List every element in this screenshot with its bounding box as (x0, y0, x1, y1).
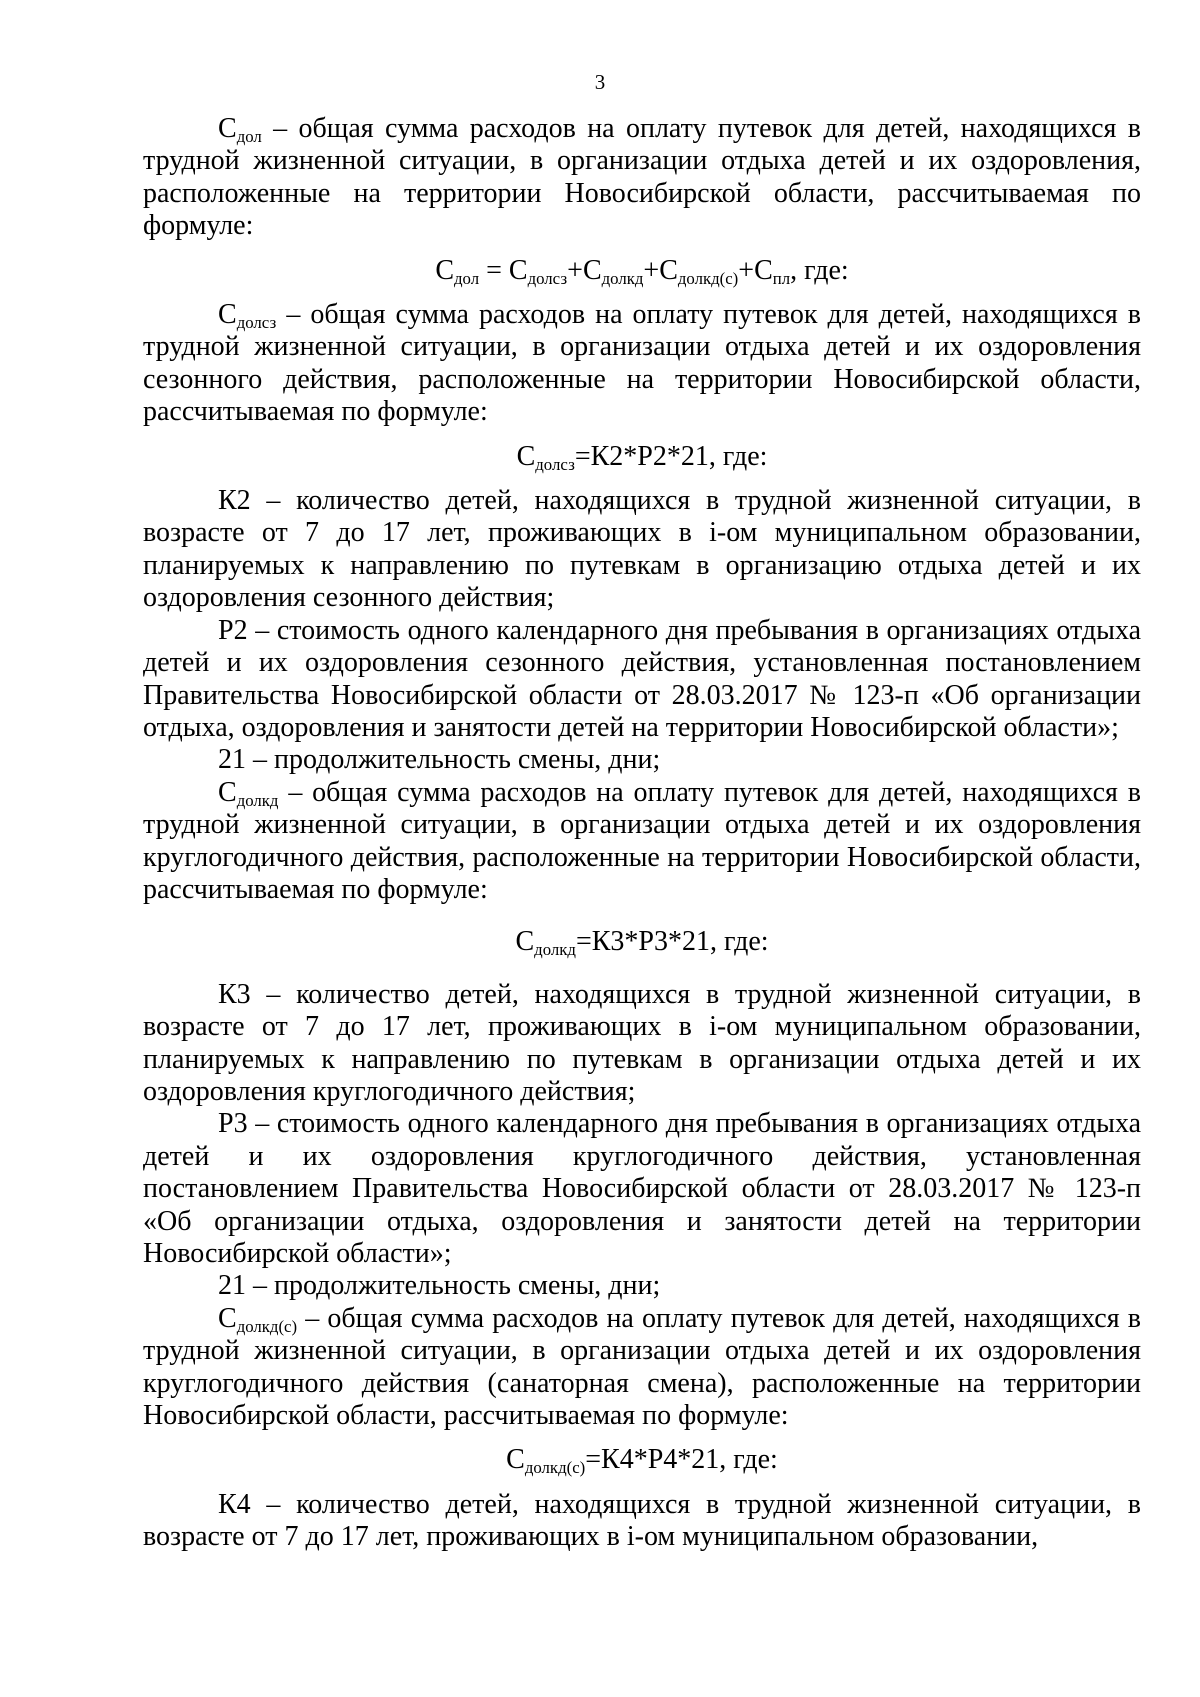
paragraph-text: Р2 – стоимость одного календарного дня пребывания в организациях отдыха детей и их оздоровления сезонного действия, установленная постановлением Правительства Новосибирской области от 28.03.2017 № 123-п «Об организации отдыха, оздоровления и занятости детей на территории Новосибирской области»; (143, 614, 1141, 743)
formula-subscript: долкд(с) (524, 1458, 586, 1478)
formula-sdol (143, 255, 1141, 287)
formula-text: +С (567, 254, 602, 286)
formula-text: =К2*Р2*21, где: (574, 440, 768, 472)
paragraph (143, 1303, 1141, 1433)
paragraph (143, 1270, 1141, 1302)
formula-text: =К4*Р4*21, где: (585, 1444, 778, 1476)
paragraph (143, 113, 1141, 243)
term-subscript: дол (236, 127, 262, 147)
formula-text: =К3*Р3*21, где: (575, 926, 769, 958)
formula-subscript: долкд(с) (677, 268, 739, 288)
term-subscript: долсз (236, 313, 277, 333)
page-number: 3 (594, 70, 606, 94)
formula-subscript: долкд (534, 940, 576, 960)
paragraph (143, 744, 1141, 776)
paragraph-text: Р3 – стоимость одного календарного дня пребывания в организациях отдыха детей и их оздоровления круглогодичного действия, установленная постановлением Правительства Новосибирской области от 28.03.2017 № 123-п «Об организации отдыха, оздоровления и занятости детей на территории Новосибирской области»; (143, 1108, 1141, 1269)
term-symbol: С (218, 299, 237, 331)
paragraph-text: К4 – количество детей, находящихся в трудной жизненной ситуации, в возрасте от 7 до 17 лет, проживающих в i-ом муниципальном образовании, (143, 1488, 1141, 1553)
term-subscript: долкд (236, 790, 279, 810)
paragraph-text: К2 – количество детей, находящихся в трудной жизненной ситуации, в возрасте от 7 до 17 лет, проживающих в i-ом муниципальном образовании, планируемых к направлению по путевкам в организацию отдыха детей и их оздоровления сезонного действия; (143, 485, 1141, 614)
formula-subscript: дол (454, 268, 480, 288)
paragraph-text: 21 – продолжительность смены, дни; (218, 744, 661, 776)
formula-text: +С (643, 254, 678, 286)
formula-text: С (435, 254, 455, 286)
paragraph (143, 1489, 1141, 1554)
formula-subscript: долсз (527, 268, 568, 288)
term-symbol: С (218, 776, 237, 808)
formula-sdolkd (143, 926, 1141, 958)
paragraph-text: К3 – количество детей, находящихся в трудной жизненной ситуации, в возрасте от 7 до 17 лет, проживающих в i-ом муниципальном образовании, планируемых к направлению по путевкам в организации отдыха детей и их оздоровления круглогодичного действия; (143, 978, 1141, 1107)
paragraph-text: – общая сумма расходов на оплату путевок для детей, находящихся в трудной жизненной ситуации, в организации отдыха детей и их оздоровления сезонного действия, расположенные на территории Новосибирской области, рассчитываемая по формуле: (143, 299, 1141, 428)
formula-text: = С (479, 254, 528, 286)
term-symbol: С (218, 113, 237, 144)
term-subscript: долкд(с) (236, 1316, 298, 1336)
formula-text: , где: (790, 254, 849, 286)
paragraph (143, 777, 1141, 907)
paragraph-text: 21 – продолжительность смены, дни; (218, 1270, 661, 1302)
formula-sdolkd-s (143, 1444, 1141, 1476)
paragraph (143, 615, 1141, 745)
formula-subscript: долкд (601, 268, 644, 288)
paragraph (143, 1108, 1141, 1270)
paragraph-text: – общая сумма расходов на оплату путевок для детей, находящихся в трудной жизненной ситуации, в организации отдыха детей и их оздоровления, расположенные на территории Новосибирской области, рассчитываемая по формуле: (143, 113, 1141, 242)
formula-subscript: долсз (535, 454, 575, 474)
paragraph-text: – общая сумма расходов на оплату путевок для детей, находящихся в трудной жизненной ситуации, в организации отдыха детей и их оздоровления круглогодичного действия (санаторная смена), расположенные на территории Новосибирской области, рассчитываемая по формуле: (143, 1302, 1141, 1432)
term-symbol: С (218, 1302, 237, 1334)
formula-text: С (506, 1444, 525, 1476)
document-body (143, 113, 1141, 1554)
paragraph (143, 299, 1141, 429)
formula-sdolsz (143, 441, 1141, 473)
formula-text: С (515, 926, 535, 958)
paragraph (143, 979, 1141, 1109)
formula-subscript: пл (772, 268, 791, 288)
formula-text: С (516, 440, 536, 472)
paragraph (143, 485, 1141, 615)
formula-text: +С (738, 254, 773, 286)
paragraph-text: – общая сумма расходов на оплату путевок для детей, находящихся в трудной жизненной ситуации, в организации отдыха детей и их оздоровления круглогодичного действия, расположенные на территории Новосибирской области, рассчитываемая по формуле: (143, 776, 1141, 905)
